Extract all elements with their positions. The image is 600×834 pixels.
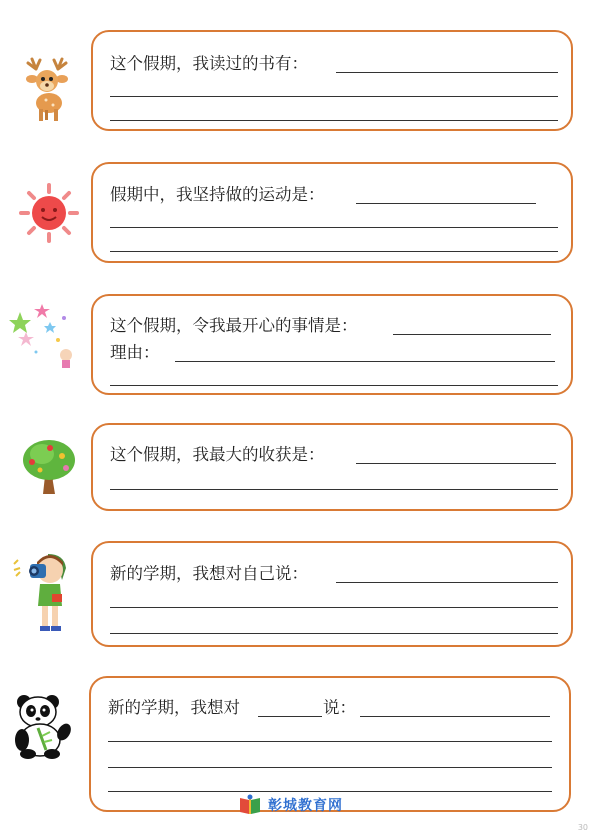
answer-line[interactable] (108, 767, 552, 768)
deer-icon (22, 55, 76, 125)
answer-line[interactable] (110, 633, 558, 634)
sun-icon (18, 182, 80, 244)
stars-icon (6, 300, 78, 370)
card-books-prompt: 这个假期，我读过的书有： (110, 54, 308, 73)
answer-line[interactable] (360, 716, 550, 717)
recipient-blank[interactable] (258, 716, 322, 717)
card-exercise-prompt: 假期中，我坚持做的运动是： (110, 185, 325, 204)
answer-line[interactable] (108, 741, 552, 742)
answer-line[interactable] (110, 120, 558, 121)
answer-line[interactable] (110, 96, 558, 97)
answer-line[interactable] (175, 361, 555, 362)
card-say-to-self (91, 541, 573, 647)
card-exercise (91, 162, 573, 263)
panda-icon (8, 690, 78, 760)
answer-line[interactable] (356, 463, 556, 464)
card-books-read (91, 30, 573, 131)
answer-line[interactable] (393, 334, 551, 335)
page-number: 30 (577, 823, 588, 832)
card-happiest-prompt: 这个假期，令我最开心的事情是： (110, 316, 358, 335)
answer-line[interactable] (356, 203, 536, 204)
answer-line[interactable] (336, 72, 558, 73)
answer-line[interactable] (110, 607, 558, 608)
answer-line[interactable] (110, 251, 558, 252)
card-someone-prompt-b: 说： (323, 698, 356, 717)
answer-line[interactable] (110, 227, 558, 228)
card-someone-prompt-a: 新的学期，我想对 (108, 698, 240, 717)
answer-line[interactable] (110, 385, 558, 386)
answer-line[interactable] (110, 489, 558, 490)
girl-camera-icon (10, 550, 74, 638)
card-self-prompt: 新的学期，我想对自己说： (110, 564, 308, 583)
card-happiest-thing (91, 294, 573, 395)
card-gain-prompt: 这个假期，我最大的收获是： (110, 445, 325, 464)
site-logo-text: 彰城教育网 (268, 798, 343, 814)
site-logo[interactable] (238, 792, 360, 818)
card-biggest-gain (91, 423, 573, 511)
reason-label: 理由： (110, 343, 160, 362)
answer-line[interactable] (336, 582, 558, 583)
book-logo-icon (238, 794, 262, 816)
tree-icon (20, 436, 78, 498)
